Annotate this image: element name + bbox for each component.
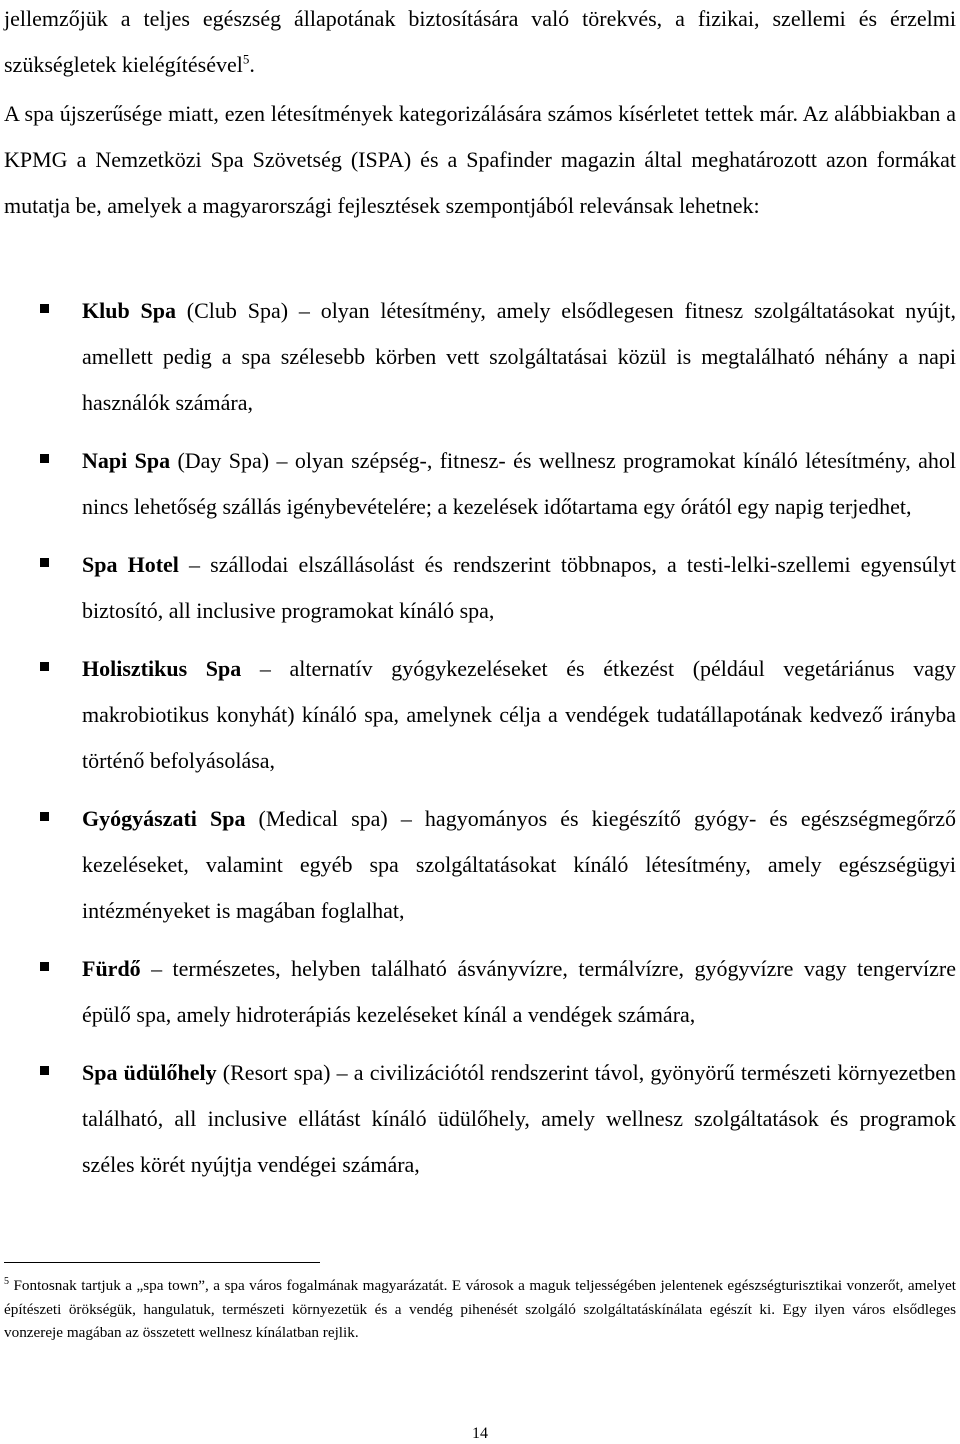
footnote-text: Fontosnak tartjuk a „spa town”, a spa város fogalmának magyarázatát. E városok a maguk teljességében jelentenek egészségturisztikai vonzerőt, amelyet építészeti örökségük, hangulatuk, természeti környezetük és a vendég pihenését szolgáló szolgáltatáskínálata egészít ki. Egy ilyen város elsődleges vonzereje magában az összetett wellnesz kínálatban rejlik. (4, 1277, 956, 1341)
footnote-reference[interactable]: 5 (242, 51, 250, 67)
list-item-description: – szállodai elszállásolást és rendszerint többnapos, a testi-lelki-szellemi egyensúlyt biztosító, all inclusive programokat kínáló spa, (82, 552, 956, 623)
list-item-term: Holisztikus Spa (82, 656, 242, 681)
list-item (0, 946, 960, 1038)
page-number: 14 (472, 1425, 488, 1442)
spa-types-list (0, 288, 960, 1200)
square-bullet-icon (40, 962, 49, 971)
list-item-description: (Resort spa) – a civilizációtól rendszerint távol, gyönyörű természeti környezetben található, all inclusive ellátást kínáló üdülőhely, amely wellnesz szolgáltatások és programok széles körét nyújtja vendégei számára, (82, 1060, 957, 1177)
square-bullet-icon (40, 304, 49, 313)
square-bullet-icon (40, 812, 49, 821)
list-item-term: Gyógyászati Spa (82, 806, 246, 831)
list-item-term: Spa üdülőhely (82, 1060, 217, 1085)
square-bullet-icon (40, 558, 49, 567)
footnote-separator (4, 1262, 320, 1263)
list-item-term: Napi Spa (82, 448, 171, 473)
list-item-description: – természetes, helyben található ásványvízre, termálvízre, gyógyvízre vagy tengervízre épülő spa, amely hidroterápiás kezeléseket kínál a vendégek számára, (82, 956, 956, 1027)
list-item (0, 438, 960, 530)
list-item-description: (Day Spa) – olyan szépség-, fitnesz- és wellnesz programokat kínáló létesítmény, ahol nincs lehetőség szállás igénybevételére; a kezelések időtartama egy órától egy napig terjedhet, (82, 448, 956, 519)
list-item (0, 796, 960, 934)
list-item-term: Fürdő (82, 956, 141, 981)
list-item (0, 1050, 960, 1188)
footnote-number: 5 (4, 1275, 9, 1287)
list-item (0, 288, 960, 426)
square-bullet-icon (40, 1066, 49, 1075)
list-item-description: (Club Spa) – olyan létesítmény, amely elsődlegesen fitnesz szolgáltatásokat nyújt, amellett pedig a spa szélesebb körben vett szolgáltatásai közül is megtalálható néhány a napi használók számára, (82, 298, 956, 415)
square-bullet-icon (40, 454, 49, 463)
list-item-term: Spa Hotel (82, 552, 179, 577)
paragraph-end: . (249, 52, 255, 77)
list-item (0, 646, 960, 784)
paragraph-intro-continuation (0, 0, 960, 88)
paragraph-text: jellemzőjük a teljes egészség állapotának biztosítására való törekvés, a fizikai, szellemi és érzelmi szükségletek kielégítésével (4, 6, 956, 77)
list-item-description: – alternatív gyógykezeléseket és étkezést (például vegetáriánus vagy makrobiotikus konyhát) kínáló spa, amelynek célja a vendégek tudatállapotának kedvező irányba történő befolyásolása, (82, 656, 956, 773)
footnote (4, 1274, 956, 1345)
list-item-term: Klub Spa (82, 298, 176, 323)
square-bullet-icon (40, 662, 49, 671)
list-item (0, 542, 960, 634)
paragraph-spa-categories: A spa újszerűsége miatt, ezen létesítmények kategorizálására számos kísérletet tettek már. Az alábbiakban a KPMG a Nemzetközi Spa Szövetség (ISPA) és a Spafinder magazin által meghatározott azon formákat mutatja be, amelyek a magyarországi fejlesztések szempontjából relevánsak lehetnek: (4, 101, 956, 218)
list-item-description: (Medical spa) – hagyományos és kiegészítő gyógy- és egészségmegőrző kezeléseket, valamint egyéb spa szolgáltatásokat kínáló létesítmény, amely egészségügyi intézményeket is magában foglalhat, (82, 806, 956, 923)
